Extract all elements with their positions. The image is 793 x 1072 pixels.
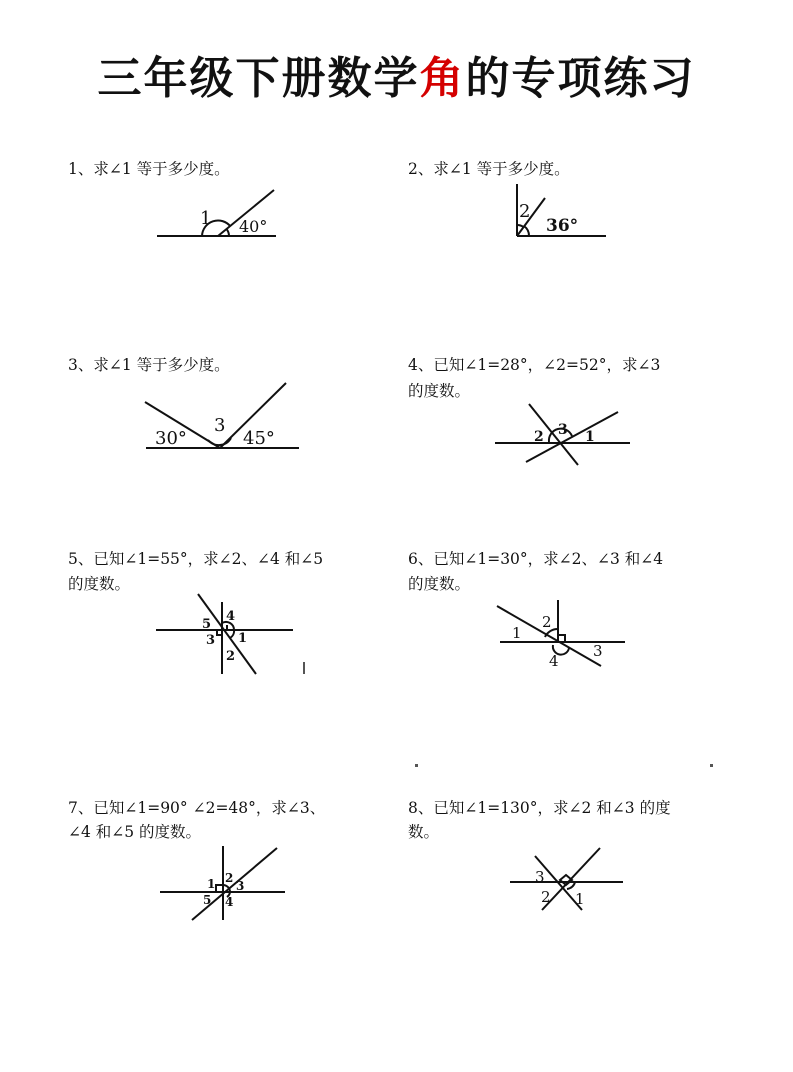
problem-6-figure — [495, 592, 630, 672]
problem-6-label-2: 2 — [542, 613, 552, 631]
scan-speck — [415, 764, 418, 767]
problem-4-label-3: 3 — [558, 422, 568, 438]
problem-6-text-line1: 6、已知∠1=30°，求∠2、∠3 和∠4 — [408, 550, 664, 568]
problem-5-label-2: 2 — [226, 649, 236, 664]
problem-5-text-line1: 5、已知∠1=55°，求∠2、∠4 和∠5 — [68, 550, 324, 568]
problem-2-text: 2、求∠1 等于多少度。 — [408, 160, 570, 178]
problem-5-text-line2: 的度数。 — [68, 575, 131, 593]
problem-3-text: 3、求∠1 等于多少度。 — [68, 356, 230, 374]
problem-4-label-1: 1 — [585, 429, 595, 445]
problem-8-label-3: 3 — [535, 868, 545, 886]
problem-1-figure — [150, 180, 280, 250]
problem-6-label-4: 4 — [549, 652, 559, 670]
problem-6-label-1: 1 — [512, 624, 522, 642]
problem-5-label-5: 5 — [202, 617, 212, 632]
problem-8-figure — [505, 842, 630, 922]
problem-5-label-4: 4 — [226, 609, 236, 624]
problem-7-label-5: 5 — [203, 893, 212, 907]
problem-7-label-3: 3 — [236, 879, 245, 893]
problem-4-label-2: 2 — [534, 429, 544, 445]
problem-8-label-2: 2 — [541, 888, 551, 906]
problem-7-text-line2: ∠4 和∠5 的度数。 — [68, 823, 202, 841]
problem-4-text-line1: 4、已知∠1=28°，∠2=52°，求∠3 — [408, 356, 661, 374]
problem-2-label-angle: 2 — [519, 201, 531, 222]
page-title: 三年级下册数学角的专项练习 — [97, 53, 696, 104]
problem-8-text-line1: 8、已知∠1=130°，求∠2 和∠3 的度 — [408, 799, 671, 817]
problem-5-label-3: 3 — [206, 633, 216, 648]
problem-4-figure — [490, 398, 635, 473]
problem-7-figure — [155, 840, 290, 925]
title-accent: 角 — [419, 53, 466, 104]
problem-3-label-left: 30° — [155, 428, 187, 449]
scan-speck — [303, 662, 305, 674]
problem-6-label-3: 3 — [593, 642, 603, 660]
problem-2-figure — [505, 180, 615, 245]
problem-7-label-2: 2 — [225, 871, 234, 885]
problem-3-label-angle: 3 — [214, 415, 226, 436]
problem-1-text: 1、求∠1 等于多少度。 — [68, 160, 230, 178]
problem-8-text-line2: 数。 — [408, 823, 440, 841]
problem-7-label-4: 4 — [225, 895, 234, 909]
problem-8-label-1: 1 — [575, 890, 585, 908]
problem-1-label-degree: 40° — [239, 217, 268, 236]
problem-4-text-line2: 的度数。 — [408, 382, 471, 400]
problem-7-text-line1: 7、已知∠1=90° ∠2=48°，求∠3、 — [68, 799, 326, 817]
problem-5-figure — [150, 590, 300, 680]
problem-5-label-1: 1 — [238, 631, 248, 646]
problem-7-label-1: 1 — [207, 877, 216, 891]
scan-speck — [710, 764, 713, 767]
problem-2-label-degree: 36° — [546, 216, 579, 236]
problem-3-figure — [140, 375, 305, 455]
problem-3-label-right: 45° — [243, 428, 275, 449]
problem-1-label-angle: 1 — [200, 208, 212, 229]
problem-6-text-line2: 的度数。 — [408, 575, 471, 593]
